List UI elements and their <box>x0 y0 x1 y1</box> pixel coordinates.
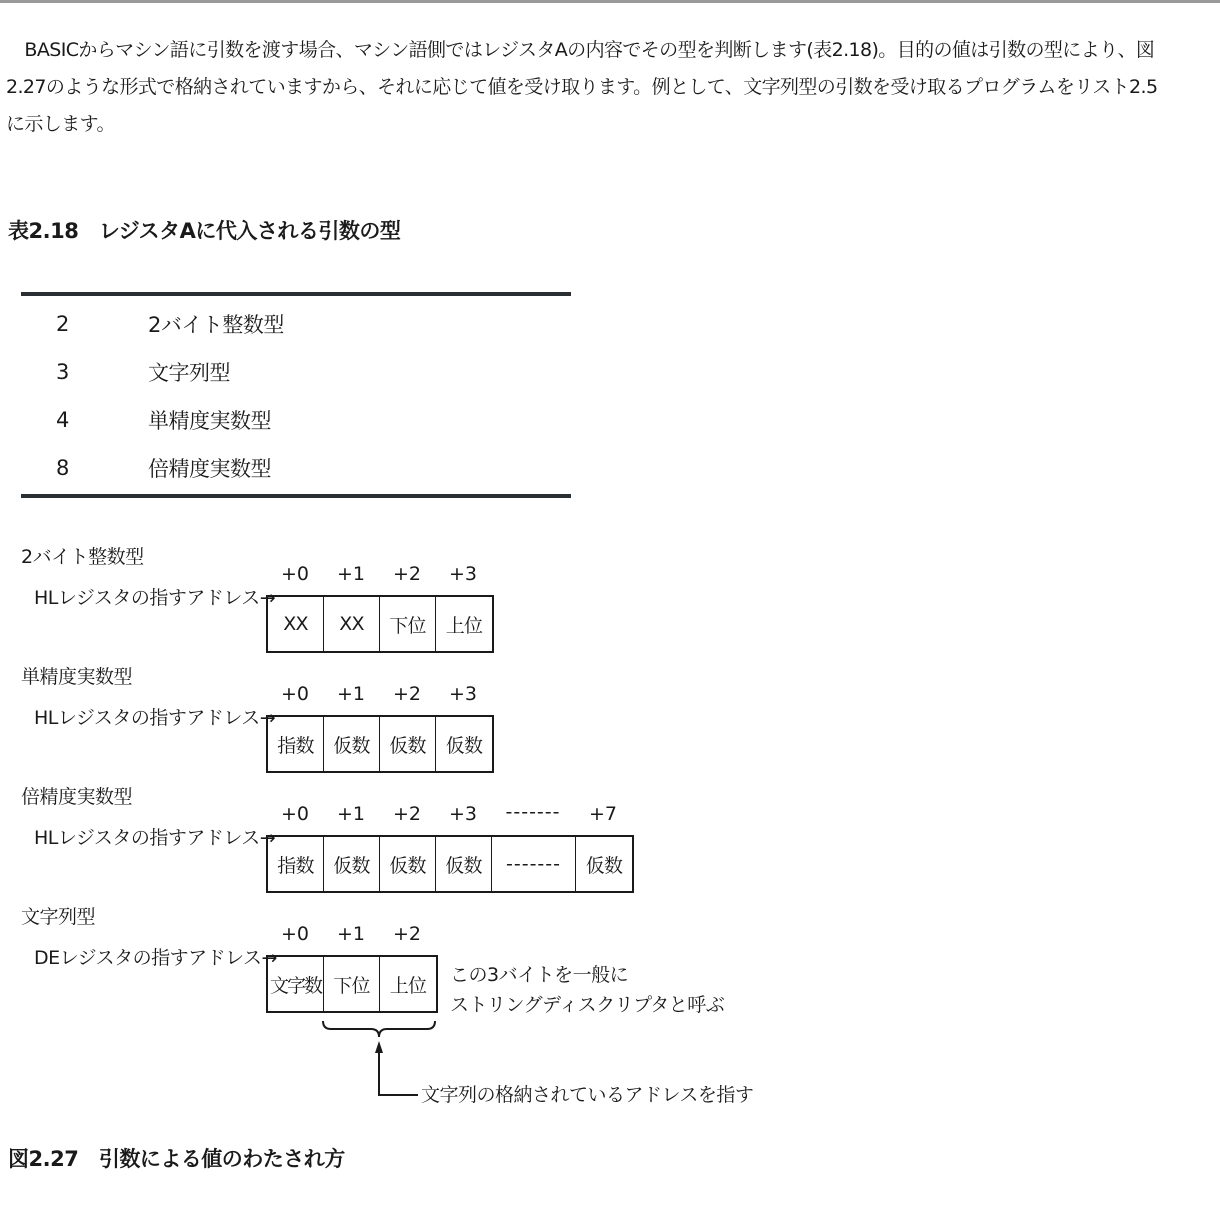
memory-cell: 文字数 <box>268 957 324 1011</box>
offset-label: +3 <box>448 563 477 585</box>
memory-cell: 上位 <box>389 974 427 997</box>
note-line: ストリングディスクリプタと呼ぶ <box>450 994 725 1016</box>
figure-caption: 図2.27 引数による値のわたされ方 <box>8 1147 345 1171</box>
offset-label: +0 <box>280 923 309 945</box>
offset-label: +1 <box>336 923 365 945</box>
offset-label: +1 <box>336 683 365 705</box>
offset-label: +1 <box>336 563 365 585</box>
offset-label: +2 <box>392 923 421 945</box>
type-code: 8 <box>56 456 69 480</box>
offset-ellipsis: ------- <box>505 801 561 823</box>
register-a-type-table <box>21 292 571 498</box>
type-name: 倍精度実数型 <box>148 457 271 481</box>
offset-label: +2 <box>392 563 421 585</box>
section-label: 文字列型 <box>21 906 96 928</box>
table-row <box>21 348 571 396</box>
type-name: 単精度実数型 <box>148 409 271 433</box>
table-row <box>21 444 571 492</box>
table-row <box>21 300 571 348</box>
memory-cell: 指数 <box>268 837 324 891</box>
top-rule <box>0 0 1220 3</box>
memory-cells <box>266 715 494 773</box>
offset-label: +1 <box>336 803 365 825</box>
section-label: 倍精度実数型 <box>21 786 133 808</box>
memory-cell: 仮数 <box>445 734 483 757</box>
offset-label: +2 <box>392 683 421 705</box>
memory-cell: 上位 <box>445 614 483 637</box>
pointer-note: 文字列の格納されているアドレスを指す <box>421 1084 754 1106</box>
address-label: HLレジスタの指すアドレス→ <box>34 587 276 609</box>
offset-label: +3 <box>448 803 477 825</box>
memory-cell: 仮数 <box>324 717 380 771</box>
memory-cell: 仮数 <box>324 837 380 891</box>
memory-cells <box>266 955 438 1013</box>
type-code: 3 <box>56 360 69 384</box>
type-code: 4 <box>56 408 69 432</box>
memory-cells <box>266 835 634 893</box>
string-descriptor-note <box>450 960 724 1020</box>
section-label: 単精度実数型 <box>21 666 133 688</box>
note-line: この3バイトを一般に <box>450 964 629 986</box>
address-label: HLレジスタの指すアドレス→ <box>34 707 276 729</box>
memory-cell: 仮数 <box>436 837 492 891</box>
memory-cells <box>266 595 494 653</box>
type-code: 2 <box>56 312 69 336</box>
type-name: 文字列型 <box>148 361 230 385</box>
offset-label: +7 <box>588 803 617 825</box>
table-caption: 表2.18 レジスタAに代入される引数の型 <box>8 219 401 243</box>
paragraph-line: BASICからマシン語に引数を渡す場合、マシン語側ではレジスタAの内容でその型を判断します(表2.18)。目的の値は引数の型により、図 <box>6 39 1155 61</box>
paragraph-line: に示します。 <box>6 113 115 135</box>
table-row <box>21 396 571 444</box>
offset-label: +0 <box>280 563 309 585</box>
offset-label: +0 <box>280 683 309 705</box>
memory-cell: 指数 <box>268 717 324 771</box>
memory-cell: XX <box>324 597 380 651</box>
offset-label: +2 <box>392 803 421 825</box>
address-label: DEレジスタの指すアドレス→ <box>34 947 277 969</box>
paragraph-line: 2.27のような形式で格納されていますから、それに応じて値を受け取ります。例として、文字列型の引数を受け取るプログラムをリスト2.5 <box>6 76 1158 98</box>
section-label: 2バイト整数型 <box>21 546 144 568</box>
type-name: 2バイト整数型 <box>148 313 284 337</box>
memory-cell: 下位 <box>324 957 380 1011</box>
memory-cell: XX <box>268 597 324 651</box>
memory-cell: 仮数 <box>380 717 436 771</box>
address-label: HLレジスタの指すアドレス→ <box>34 827 276 849</box>
memory-cell: 仮数 <box>585 854 623 877</box>
body-paragraph <box>6 32 1216 143</box>
memory-cell: 仮数 <box>380 837 436 891</box>
offset-label: +3 <box>448 683 477 705</box>
memory-cell: 下位 <box>380 597 436 651</box>
offset-label: +0 <box>280 803 309 825</box>
memory-cell-ellipsis: ------- <box>492 837 576 891</box>
